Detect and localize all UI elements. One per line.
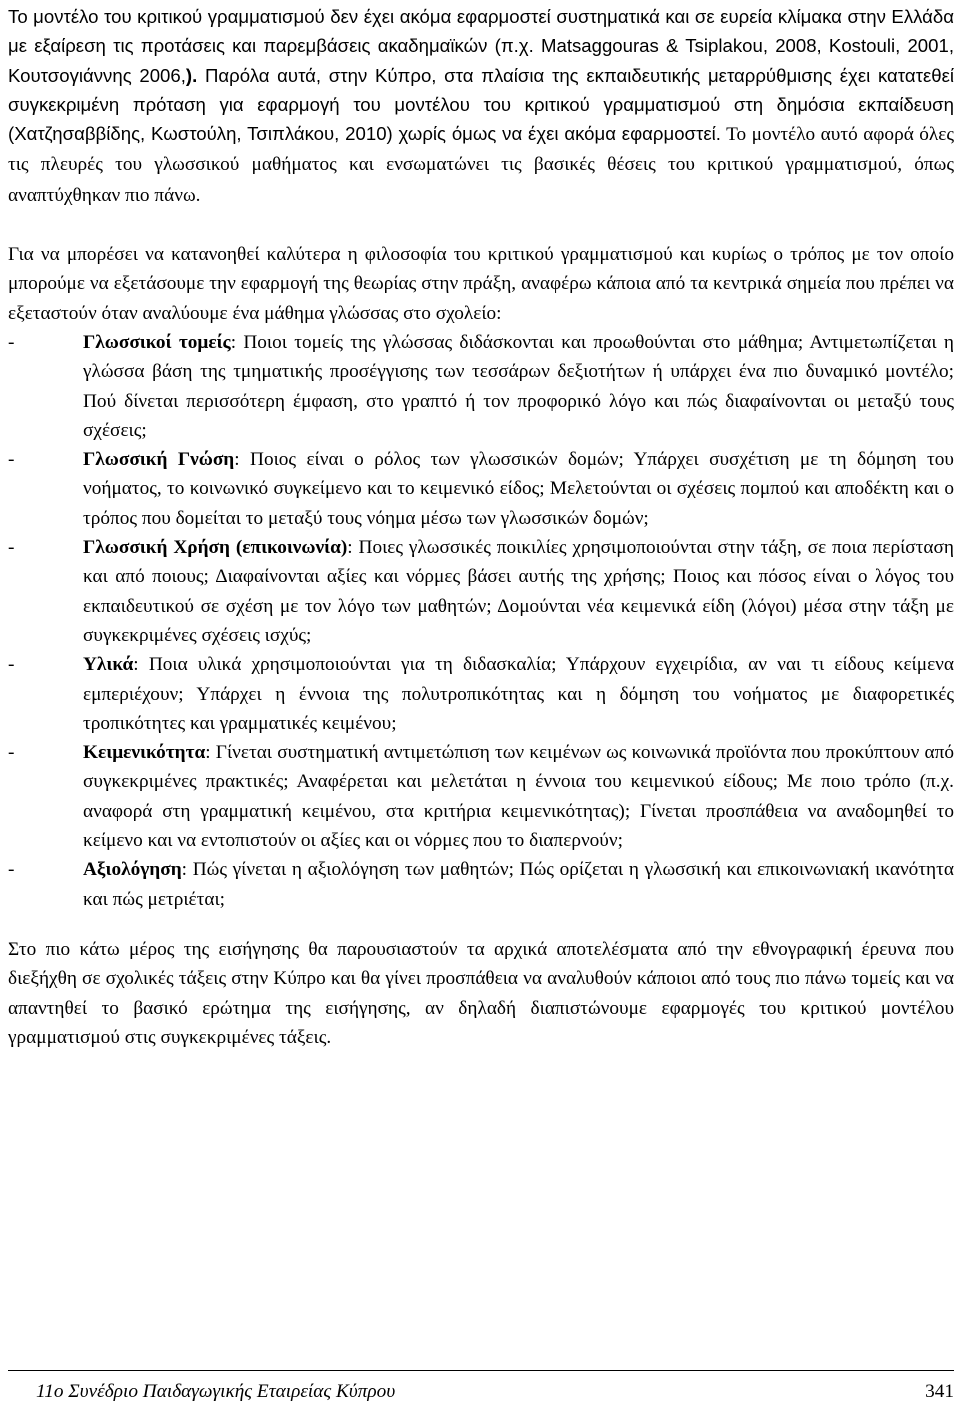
list-dash: - [8,537,15,559]
list-dash: - [8,654,15,676]
list-dash: - [8,331,15,353]
intro-text-model: Το μοντέλο αυτό αφορά όλες τις πλευρές του γλωσσικού μαθήματος και ενσωματώνει τις βασικές θέσεις του κριτικού γραμματισμού, όπως αναπτύχθηκαν πιο πάνω. [8,124,954,206]
list-text: : Γίνεται συστηματική αντιμετώπιση των κειμένων ως κοινωνικά προϊόντα που προκύπτουν από συγκεκριμένες πρακτικές; Αναφέρεται και μελετάται η έννοια του κειμενικού είδους; Με ποιο τρόπο (π.χ. αναφορά στη γραμματική κειμένου, στα κριτήρια κειμενικότητας); Γίνεται προσπάθεια να αναδομηθεί το κείμενο και να εντοπιστούν οι αξίες και οι νόρμες που το διαπερνούν; [83,742,954,852]
list-item-assessment [8,855,954,914]
list-item-linguistic-use [8,533,954,650]
list-item-linguistic-domains [8,328,954,445]
list-term: Αξιολόγηση [83,859,182,881]
list-term: Κειμενικότητα [83,742,206,764]
paragraph-gap [8,210,954,240]
closing-paragraph: Στο πιο κάτω μέρος της εισήγησης θα παρουσιαστούν τα αρχικά αποτελέσματα από την εθνογραφική έρευνα που διεξήχθη σε σχολικές τάξεις στην Κύπρο και θα γίνει προσπάθεια να αναλυθούν κάποιοι από τους πιο πάνω τομείς και να απαντηθεί το βασικό ερώτημα της εισήγησης, αν δηλαδή διαπιστώνουμε εφαρμογές του κριτικού μοντέλου γραμματισμού στις συγκεκριμένες τάξεις. [8,938,954,1048]
list-text: : Ποιος είναι ο ρόλος των γλωσσικών δομών; Υπάρχει συσχέτιση με τη δόμηση του νοήματος, το κοινωνικό συγκείμενο και το κειμενικό είδος; Μελετούνται οι σχέσεις πομπού και αποδέκτη και ο τρόπος που δομείται το μεταξύ τους νόημα μέσω των γλωσσικών δομών; [83,449,954,529]
list-text: : Ποια υλικά χρησιμοποιούνται για τη διδασκαλία; Υπάρχουν εγχειρίδια, αν ναι τι είδους κείμενα εμπεριέχουν; Υπάρχει η έννοια της πολυτροπικότητας και η δόμηση του νοήματος με διαφορετικές τροπικότητες και γραμματικές κειμένου; [83,654,954,734]
list-term: Υλικά [83,654,134,676]
list-text: : Πώς γίνεται η αξιολόγηση των μαθητών; Πώς ορίζεται η γλωσσική και επικοινωνιακή ικανότητα και πώς μετριέται; [83,859,954,910]
paragraph-gap [8,914,954,935]
list-term: Γλωσσικοί τομείς [83,331,231,353]
list-text: : Ποιοι τομείς της γλώσσας διδάσκονται και προωθούνται στο μάθημα; Αντιμετωπίζεται η γλώσσα βάση της τμηματικής προσέγγισης των τεσσάρων δεξιοτήτων ή υπάρχει ένα πιο δυναμικό μοντέλο; Πού δίνεται περισσότερη έμφαση, στο γραπτό ή τον προφορικό λόγο και πώς διαφαίνονται οι μεταξύ τους σχέσεις; [83,331,954,441]
citation: Matsaggouras & Tsiplakou, 2008, Kostouli, 2001, Κουτσογιάννης 2006, [8,35,954,86]
list-dash: - [8,449,15,471]
list-text: : Ποιες γλωσσικές ποικιλίες χρησιμοποιούνται στην τάξη, σε ποια περίσταση και από ποιους; Διαφαίνονται αξίες και νόρμες βάσει αυτής της χρήσης; Ποιος και πόσος είναι ο λόγος του εκπαιδευτικού σε σχέση με τον λόγο των μαθητών; Δομούνται νέα κειμενικά είδη (λόγοι) μέσα στην τάξη με συγκεκριμένες σχέσεις ισχύς; [83,537,954,646]
list-term: Γλωσσική Γνώση [83,449,235,471]
document-page [8,2,954,1052]
list-item-textuality [8,738,954,855]
intro-text: Το μοντέλο του κριτικού γραμματισμού δεν έχει ακόμα εφαρμοστεί συστηματικά και σε ευρεία κλίμακα στην Ελλάδα με εξαίρεση τις προτάσεις και παρεμβάσεις ακαδημαϊκών (π.χ. [8,6,954,57]
intro-text-continued: Παρόλα αυτά, στην Κύπρο, στα πλαίσια της εκπαιδευτικής μεταρρύθμισης έχει κατατεθεί συγκεκριμένη πρόταση για εφαρμογή του μοντέλου του κριτικού γραμματισμού στη δημόσια εκπαίδευση (Χατζησαββίδης, Κωστούλη, Τσιπλάκου, 2010) χωρίς όμως να έχει ακόμα εφαρμοστεί. [8,64,954,145]
conference-title: 11ο Συνέδριο Παιδαγωγικής Εταιρείας Κύπρου [36,1381,396,1402]
list-item-materials [8,650,954,738]
list-dash: - [8,742,15,764]
list-item-linguistic-knowledge [8,445,954,533]
page-number: 341 [925,1381,954,1402]
list-dash: - [8,859,15,881]
footer-divider [8,1370,954,1371]
lead-paragraph: Για να μπορέσει να κατανοηθεί καλύτερα η φιλοσοφία του κριτικού γραμματισμού και κυρίως ο τρόπος με τον οποίο μπορούμε να εξετάσουμε την εφαρμογή της θεωρίας στην πράξη, αναφέρω κάποια από τα κεντρικά σημεία που πρέπει να εξεταστούν όταν αναλύουμε ένα μάθημα γλώσσας στο σχολείο: [8,244,954,324]
analysis-points-list [8,328,954,914]
intro-paragraph [8,2,954,210]
citation-close: ). [185,64,198,86]
list-term: Γλωσσική Χρήση (επικοινωνία) [83,537,348,559]
